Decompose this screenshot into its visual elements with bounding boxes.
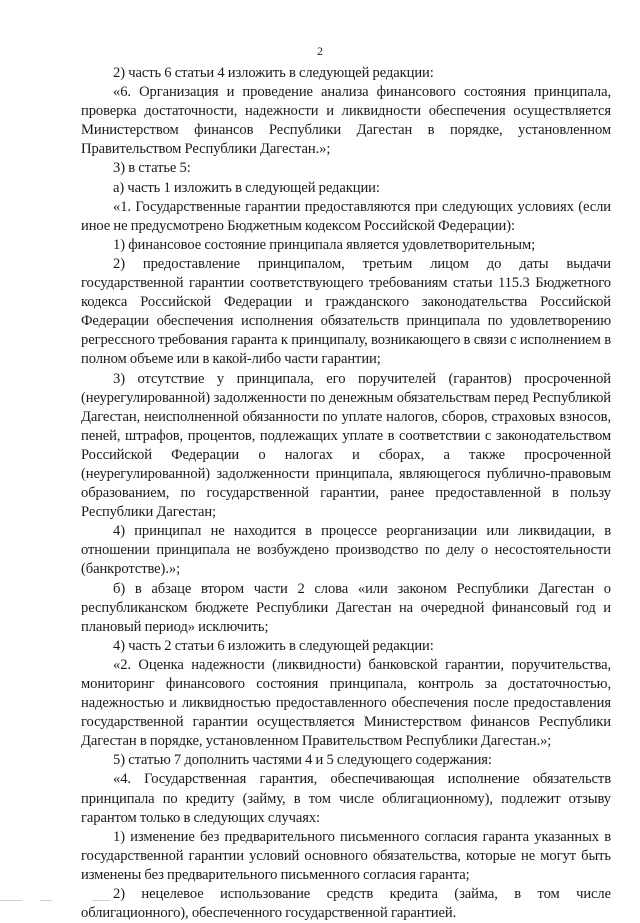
paragraph: 2) предоставление принципалом, третьим лицом до даты выдачи государственной гарантии соответствующего требованиям статьи 115.3 Бюджетного кодекса Российской Федерации и гражданского законодательства Российской Федерации обеспечения исполнения обязательств принципала по удовлетворению регрессного требования гаранта к принципалу, возникающего в связи с исполнением в полном объеме или в какой-либо части гарантии; bbox=[81, 255, 611, 368]
paragraph: «4. Государственная гарантия, обеспечивающая исполнение обязательств принципала по кредиту (займу, в том числе облигационному), подлежит отзыву гарантом только в следующих случаях: bbox=[81, 771, 611, 826]
paragraph: 4) принципал не находится в процессе реорганизации или ликвидации, в отношении принципала не возбуждено производство по делу о несостоятельности (банкротстве).»; bbox=[81, 523, 611, 578]
paragraph: б) в абзаце втором части 2 слова «или законом Республики Дагестан о республиканском бюджете Республики Дагестан на очередной финансовый год и плановый период» исключить; bbox=[81, 580, 611, 635]
paragraph: «2. Оценка надежности (ликвидности) банковской гарантии, поручительства, мониторинг финансового состояния принципала, контроль за достаточностью, надежностью и ликвидностью предоставленного обеспечения после предоставления государственной гарантии осуществляется Министерством финансов Республики Дагестан в порядке, установленном Правительством Республики Дагестан.»; bbox=[81, 656, 611, 750]
paragraph: «6. Организация и проведение анализа финансового состояния принципала, проверка достаточности, надежности и ликвидности обеспечения осуществляется Министерством финансов Республики Дагестан в порядке, установленном Правительством Республики Дагестан.»; bbox=[81, 84, 611, 158]
paragraph: 2) часть 6 статьи 4 изложить в следующей редакции: bbox=[113, 65, 434, 81]
scan-artifact-mark bbox=[40, 900, 52, 901]
paragraph: 3) отсутствие у принципала, его поручителей (гарантов) просроченной (неурегулированной) задолженности по денежным обязательствам перед Республикой Дагестан, неисполненной обязанности по уплате налогов, сборов, страховых взносов, пеней, штрафов, процентов, подлежащих уплате в соответствии с законодательством Российской Федерации о налогах и сборах, а также просроченной (неурегулированной) задолженности принципала, являющегося публично-правовым образованием, по государственной гарантии, ранее предоставленной в пользу Республики Дагестан; bbox=[81, 370, 611, 521]
scan-artifact-mark bbox=[0, 900, 22, 901]
scan-artifact-mark bbox=[92, 900, 110, 901]
document-body bbox=[81, 64, 611, 923]
paragraph: 4) часть 2 статьи 6 изложить в следующей редакции: bbox=[113, 637, 434, 654]
paragraph: 1) финансовое состояние принципала является удовлетворительным; bbox=[113, 236, 536, 253]
paragraph: 5) статью 7 дополнить частями 4 и 5 следующего содержания: bbox=[113, 752, 492, 769]
scan-footer-marks bbox=[0, 893, 640, 901]
paragraph: «1. Государственные гарантии предоставляются при следующих условиях (если иное не предусмотрено Бюджетным кодексом Российской Федерации): bbox=[81, 198, 611, 234]
paragraph: 1) изменение без предварительного письменного согласия гаранта указанных в государственной гарантии условий основного обязательства, которые не могут быть изменены без предварительного письменного согласия гаранта; bbox=[81, 828, 611, 883]
paragraph: 3) в статье 5: bbox=[113, 160, 191, 177]
paragraph: 2) нецелевое использование средств кредита (займа, в том числе облигационного), обеспеченного государственной гарантией. bbox=[81, 886, 611, 922]
page-number: 2 bbox=[317, 44, 323, 58]
paragraph: а) часть 1 изложить в следующей редакции: bbox=[113, 179, 380, 196]
